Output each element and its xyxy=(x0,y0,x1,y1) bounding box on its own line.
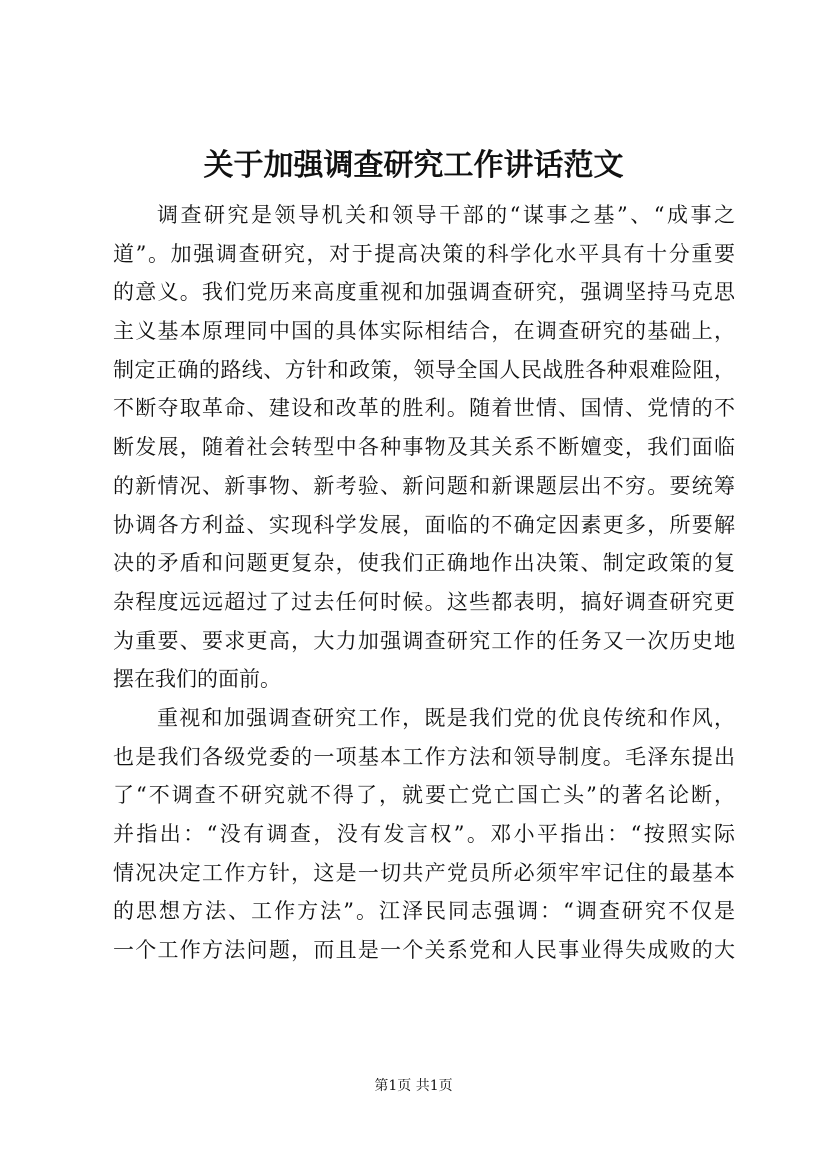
text-line: 断发展，随着社会转型中各种事物及其关系不断嬗变，我们面临 xyxy=(113,435,735,460)
text-line: 了“不调查不研究就不得了，就要亡党亡国亡头”的著名论断， xyxy=(113,783,735,808)
text-line: 调查研究是领导机关和领导干部的“谋事之基”、“成事之 xyxy=(157,203,735,227)
text-line: 的思想方法、工作方法”。江泽民同志强调：“调查研究不仅是 xyxy=(113,899,735,924)
text-line: 道”。加强调查研究，对于提高决策的科学化水平具有十分重要 xyxy=(113,241,735,266)
text-line: 情况决定工作方针，这是一切共产党员所必须牢牢记住的最基本 xyxy=(113,860,735,885)
text-line: 的新情况、新事物、新考验、新问题和新课题层出不穷。要统筹 xyxy=(113,473,735,498)
text-line: 重视和加强调查研究工作，既是我们党的优良传统和作风， xyxy=(157,705,735,730)
page-footer: 第1页 共1页 xyxy=(374,1078,453,1094)
paragraph-1 xyxy=(113,196,735,699)
text-line: 一个工作方法问题，而且是一个关系党和人民事业得失成败的大 xyxy=(113,938,735,963)
text-line: 为重要、要求更高，大力加强调查研究工作的任务又一次历史地 xyxy=(113,628,735,653)
text-line: 主义基本原理同中国的具体实际相结合，在调查研究的基础上， xyxy=(113,319,735,344)
paragraph-2 xyxy=(113,699,735,970)
document-title: 关于加强调查研究工作讲话范文 xyxy=(203,148,624,183)
text-line: 不断夺取革命、建设和改革的胜利。随着世情、国情、党情的不 xyxy=(113,396,735,421)
text-line: 并指出：“没有调查，没有发言权”。邓小平指出：“按照实际 xyxy=(113,822,735,846)
text-line: 也是我们各级党委的一项基本工作方法和领导制度。毛泽东提出 xyxy=(113,744,735,769)
text-line: 制定正确的路线、方针和政策，领导全国人民战胜各种艰难险阻， xyxy=(113,357,735,382)
document-body xyxy=(113,196,735,970)
text-line: 杂程度远远超过了过去任何时候。这些都表明，搞好调查研究更 xyxy=(113,589,735,614)
text-line: 决的矛盾和问题更复杂，使我们正确地作出决策、制定政策的复 xyxy=(113,551,735,576)
text-line: 协调各方利益、实现科学发展，面临的不确定因素更多，所要解 xyxy=(113,512,735,537)
text-line: 的意义。我们党历来高度重视和加强调查研究，强调坚持马克思 xyxy=(113,280,735,305)
text-line: 摆在我们的面前。 xyxy=(113,667,281,692)
